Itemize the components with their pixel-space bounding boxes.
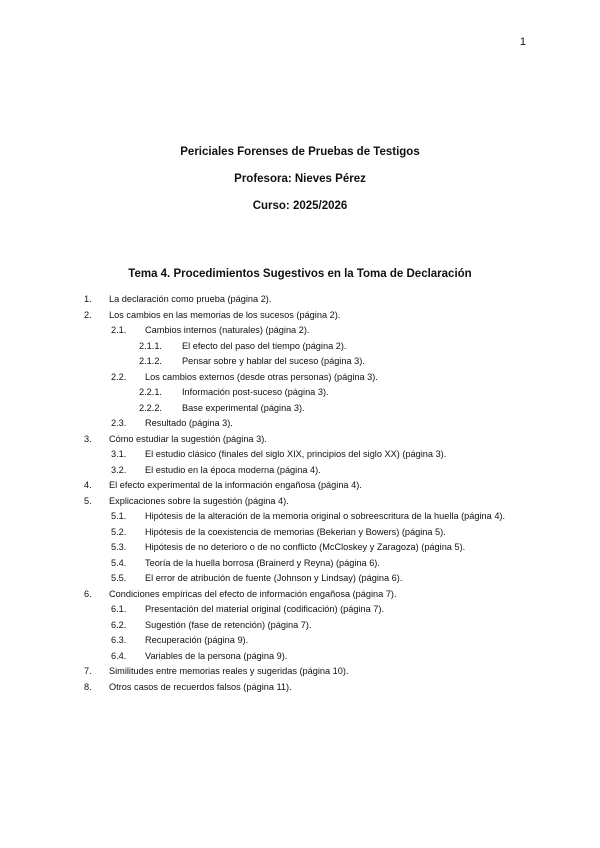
toc-item-text: Base experimental (página 3). [182,402,305,413]
toc-item-text: Información post-suceso (página 3). [182,387,329,397]
toc-item-text: Sugestión (fase de retención) (página 7). [145,619,312,630]
toc-item-number: 5.1. [111,511,127,521]
toc-item-number: 6. [84,588,92,599]
toc-item-text: Cómo estudiar la sugestión (página 3). [109,433,267,444]
toc-item-text: Los cambios en las memorias de los sucesos (página 2). [109,309,341,320]
toc-item-text: Condiciones empíricas del efecto de información engañosa (página 7). [109,588,397,599]
toc-item-number: 6.3. [111,635,127,645]
toc-item-text: Otros casos de recuerdos falsos (página 11). [109,681,292,692]
topic-title: Tema 4. Procedimientos Sugestivos en la Toma de Declaración [128,268,472,280]
toc-item-number: 2.2.1. [139,387,162,397]
toc-item-text: El estudio clásico (finales del siglo XIX, principios del siglo XX) (página 3). [145,449,447,459]
toc-item-number: 2.2.2. [139,402,162,413]
toc-item-number: 2.1.2. [139,356,162,366]
toc-item-text: El efecto experimental de la información engañosa (página 4). [109,480,362,490]
toc-item-text: Pensar sobre y hablar del suceso (página 3). [182,356,365,366]
toc-item-number: 2.2. [111,371,127,382]
toc-item-text: Hipótesis de la coexistencia de memorias (Bekerian y Bowers) (página 5). [145,526,446,537]
toc-item-number: 5.5. [111,573,127,583]
toc-item-text: El efecto del paso del tiempo (página 2). [182,340,347,351]
toc-item-text: Cambios internos (naturales) (página 2). [145,325,310,335]
toc-item-number: 2. [84,309,92,320]
course-year: Curso: 2025/2026 [252,200,348,212]
toc-item-number: 5.4. [111,557,127,568]
toc-item-text: Explicaciones sobre la sugestión (página 4). [109,495,289,506]
toc-item-number: 6.2. [111,619,127,630]
toc-item-text: Hipótesis de no deterioro o de no conflicto (McCloskey y Zaragoza) (página 5). [145,542,466,552]
toc-item-text: Teoría de la huella borrosa (Brainerd y Reyna) (página 6). [145,557,380,568]
toc-item-number: 2.3. [111,418,127,428]
toc-item-number: 2.1. [111,325,127,335]
toc-item-text: Presentación del material original (codificación) (página 7). [145,604,384,614]
toc-item-number: 5. [84,495,92,506]
toc-item-number: 3. [84,433,92,444]
professor-name: Profesora: Nieves Pérez [234,173,366,185]
toc-item-text: El error de atribución de fuente (Johnson y Lindsay) (página 6). [145,573,403,583]
toc-item-text: El estudio en la época moderna (página 4). [145,464,321,475]
toc-item-text: Resultado (página 3). [145,418,233,428]
toc-item-text: La declaración como prueba (página 2). [109,294,272,304]
toc-item-number: 5.2. [111,526,127,537]
toc-item-text: Los cambios externos (desde otras personas) (página 3). [145,371,378,382]
toc-item-number: 6.4. [111,650,127,661]
toc-item-text: Similitudes entre memorias reales y sugeridas (página 10). [109,666,349,676]
toc-item-number: 4. [84,480,92,490]
toc-item-number: 5.3. [111,542,127,552]
course-name: Periciales Forenses de Pruebas de Testigos [180,146,420,158]
toc-item-text: Hipótesis de la alteración de la memoria original o sobreescritura de la huella (página 4). [145,511,506,521]
toc-item-number: 3.1. [111,449,127,459]
toc-item-text: Variables de la persona (página 9). [145,650,288,661]
toc-item-number: 6.1. [111,604,127,614]
document-heading [0,146,600,227]
toc-item-number: 8. [84,681,92,692]
toc-item-number: 2.1.1. [139,340,162,351]
toc-item-number: 3.2. [111,464,127,475]
page-number: 1 [519,36,526,48]
toc-item-number: 7. [84,666,92,676]
toc-item-text: Recuperación (página 9). [145,635,249,645]
toc-item-number: 1. [84,294,92,304]
